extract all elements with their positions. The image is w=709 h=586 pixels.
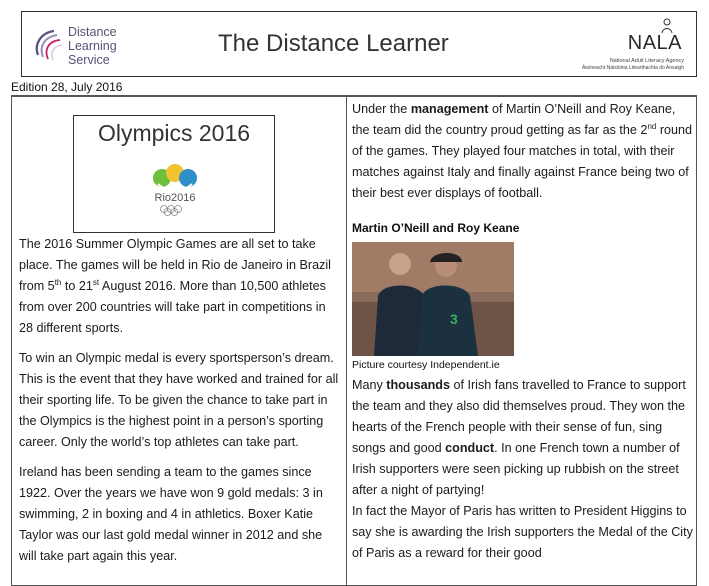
p1-text-b: to 21 <box>61 279 93 293</box>
paragraph-2: To win an Olympic medal is every sportsperson’s dream. This is the event that they have worked and trained for all their sporting life. To be given the chance to take part in the Olympics is the highest point in a person’s sporting career. Only the world’s top athletes can take part. <box>19 351 339 449</box>
right-article-top <box>352 99 694 204</box>
edition-line: Edition 28, July 2016 <box>11 80 123 94</box>
p1-text-c: August 2016. More than 10,500 athletes from over 200 countries will take part in competitions in 28 different sports. <box>19 279 326 335</box>
olympics-heading: Olympics 2016 <box>97 120 251 146</box>
managers-photo <box>352 242 514 356</box>
left-column <box>11 96 347 586</box>
rp1-text-d: round of the games. They played four matches in total, with their matches against Italy and finally against France being two of their best ever displays of football. <box>352 123 693 200</box>
paragraph-management <box>352 99 694 204</box>
p1-sup-1: th <box>54 277 62 287</box>
nala-subtitle: National Adult Literacy Agency <box>609 58 684 64</box>
p1-text-a: The 2016 Summer Olympic Games are all set to take place. The games will be held in Rio de Janeiro in Brazil from 5 <box>19 237 331 293</box>
nala-wordmark: NALA <box>627 32 682 54</box>
olympics-title-box <box>73 115 275 233</box>
rio-logo-text: Rio2016 <box>154 192 196 204</box>
nala-logo <box>580 18 688 74</box>
nala-subtitle-irish: Áisíneacht Náisiúnta Litearthachta do Aosaigh <box>581 65 684 71</box>
photo-title: Martin O’Neill and Roy Keane <box>352 221 520 235</box>
rp2-text-e: . In one French town a number of Irish supporters were seen picking up rubbish on the street after a night of partying! <box>352 441 680 497</box>
rp1-text-a: Under the <box>352 102 411 116</box>
logo-text <box>68 25 117 67</box>
rp2-bold-1: thousands <box>386 378 450 392</box>
p1-sup-2: st <box>92 277 100 287</box>
left-article <box>19 234 341 567</box>
rp1-text-c: of Martin O’Neill and Roy Keane, the team did the country proud getting as far as the 2 <box>352 102 676 137</box>
paragraph-fans <box>352 375 694 501</box>
rio-2016-logo-icon <box>144 162 206 216</box>
svg-text:3: 3 <box>450 311 458 327</box>
paragraph-3: Ireland has been sending a team to the games since 1922. Over the years we have won 9 gold medals: 3 in swimming, 2 in boxing and 4 in athletics. Boxer Katie Taylor was our last gold medal winner in 2012 and she will take part again this year. <box>19 465 323 563</box>
newsletter-header <box>21 11 697 77</box>
right-article-bottom <box>352 375 694 564</box>
photo-caption: Picture courtesy Independent.ie <box>352 359 500 371</box>
paragraph-mayor: In fact the Mayor of Paris has written to President Higgins to say she is awarding the Irish supporters the Medal of the City of Paris as a reward for their good <box>352 504 693 560</box>
rp2-text-c: of Irish fans travelled to France to support the team and they also did themselves proud. They won the hearts of the French people with their sense of fun, sing songs and good <box>352 378 686 455</box>
distance-learning-service-logo <box>32 23 122 71</box>
logo-line-3: Service <box>68 53 110 67</box>
rp1-bold: management <box>410 102 489 116</box>
rp2-bold-2: conduct <box>445 441 495 455</box>
logo-line-2: Learning <box>68 39 117 53</box>
swirl-logo-icon <box>32 25 66 65</box>
logo-line-1: Distance <box>68 25 117 39</box>
rp2-text-a: Many <box>352 378 387 392</box>
rp1-sup: nd <box>647 121 657 131</box>
right-column <box>346 96 697 586</box>
paragraph-1 <box>19 234 341 339</box>
newsletter-title: The Distance Learner <box>218 30 449 57</box>
